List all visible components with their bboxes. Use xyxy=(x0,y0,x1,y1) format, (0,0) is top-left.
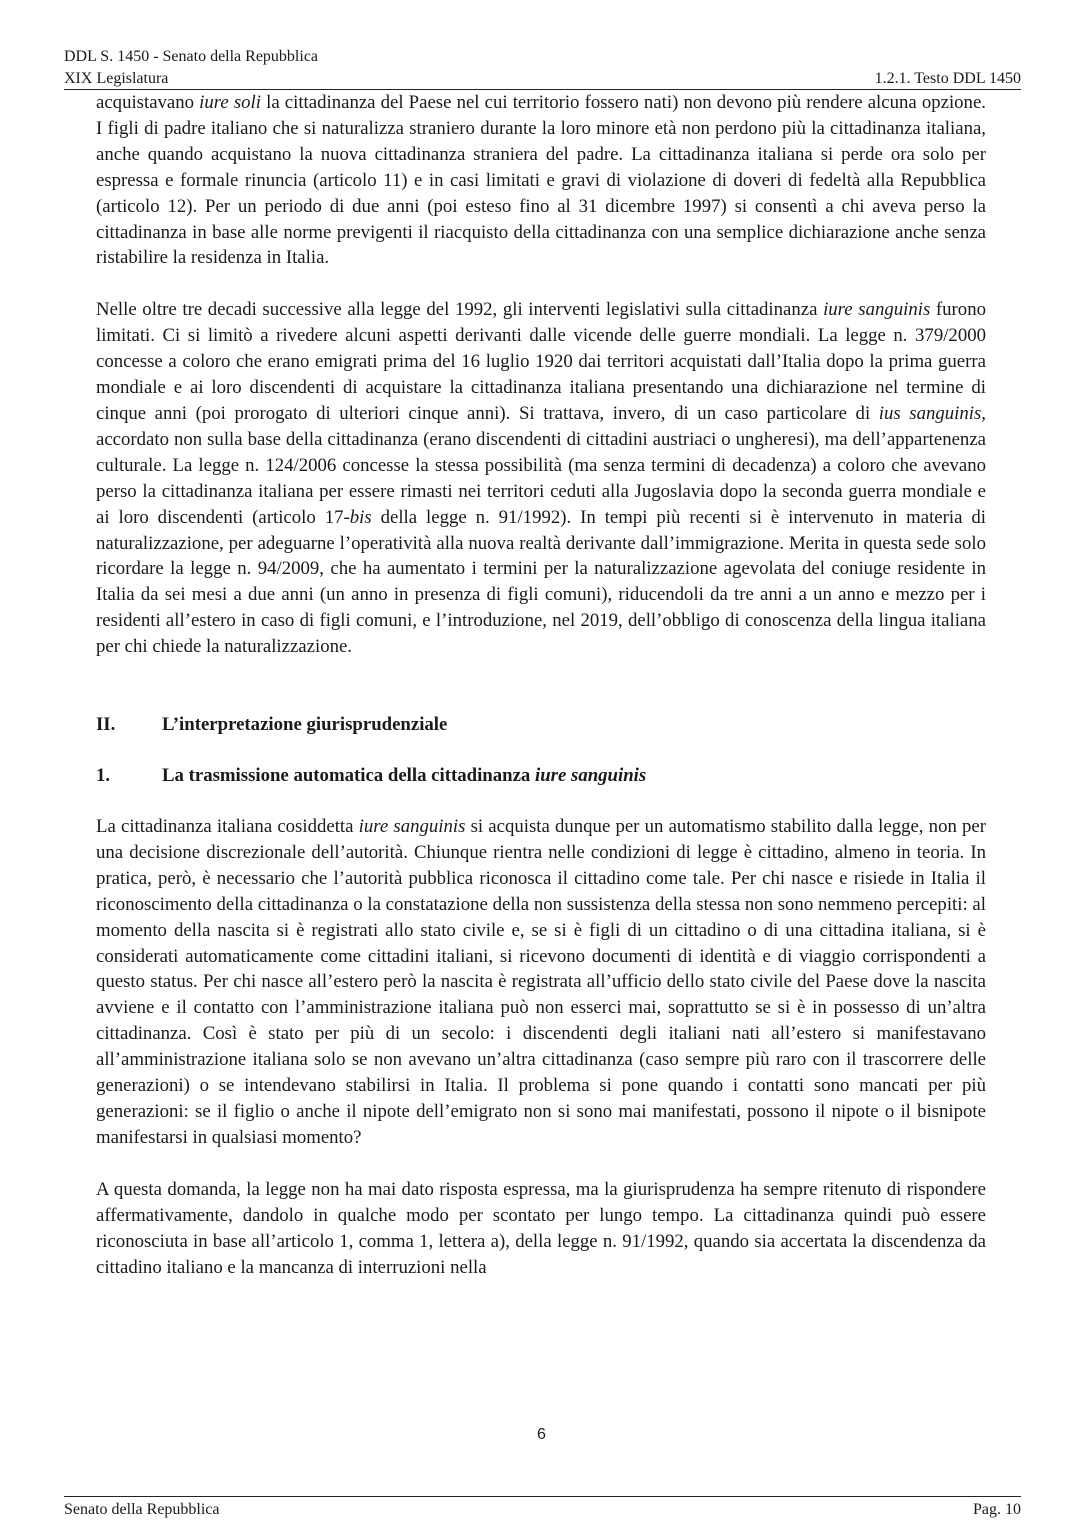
header-line1: DDL S. 1450 - Senato della Repubblica xyxy=(64,48,319,65)
paragraph-2: Nelle oltre tre decadi successive alla legge del 1992, gli interventi legislativi sulla cittadinanza iure sanguinis furono limitati. Ci si limitò a rivedere alcuni aspetti derivanti dalle vicende delle guerre mondiali. La legge n. 379/2000 concesse a coloro che erano emigrati prima del 16 luglio 1920 dai territori acquistati dall’Italia dopo la prima guerra mondiale e ai loro discendenti di acquistare la cittadinanza italiana presentando una dichiarazione nel termine di cinque anni (poi prorogato di ulteriori cinque anni). Si trattava, invero, di un caso particolare di ius sanguinis, accordato non sulla base della cittadinanza (erano discendenti di cittadini austriaci o ungheresi), ma dell’appartenenza culturale. La legge n. 124/2006 concesse la stessa possibilità (ma senza termini di decadenza) a coloro che avevano perso la cittadinanza italiana per essere rimasti nei territori ceduti alla Jugoslavia dopo la seconda guerra mondiale e ai loro discendenti (articolo 17-bis della legge n. 91/1992). In tempi più recenti si è intervenuto in materia di naturalizzazione, per adeguarne l’operatività alla nuova realtà derivante dall’immigrazione. Merita in questa sede solo ricordare la legge n. 94/2009, che ha aumentato i termini per la naturalizzazione agevolata del coniuge residente in Italia da sei mesi a due anni (un anno in presenza di figli comuni), riducendoli da tre anni a un anno e mezzo per i residenti all’estero in caso di figli comuni, e l’introduzione, nel 2019, dell’obbligo di conoscenza della lingua italiana per chi chiede la naturalizzazione. xyxy=(96,299,986,658)
section-label: 1.2.1. Testo DDL 1450 xyxy=(874,70,1021,87)
footer-page: Pag. 10 xyxy=(973,1501,1021,1518)
section-title: L’interpretazione giurisprudenziale xyxy=(162,714,448,736)
subsection-heading-1 xyxy=(96,763,986,789)
section-number: II. xyxy=(96,714,116,736)
italic-term: iure sanguinis xyxy=(823,299,931,321)
legislature-label: XIX Legislatura xyxy=(64,70,169,87)
italic-term: ius sanguinis xyxy=(878,402,982,424)
paragraph-4: A questa domanda, la legge non ha mai dato risposta espressa, ma la giurisprudenza ha sempre ritenuto di rispondere affermativamente, dandolo in qualche modo per scontato per lungo tempo. La cittadinanza quindi può essere riconosciuta in base all’articolo 1, comma 1, lettera a), della legge n. 91/1992, quando sia accertata la discendenza da cittadino italiano e la mancanza di interruzioni nella xyxy=(96,1178,986,1278)
header-line2 xyxy=(64,70,1021,90)
page-number: 6 xyxy=(537,1426,546,1443)
paragraph-1: acquistavano iure soli la cittadinanza del Paese nel cui territorio fossero nati) non devono più rendere alcuna opzione. I figli di padre italiano che si naturalizza straniero durante la loro minore età non perdono più la cittadinanza italiana, anche quando acquistano la nuova cittadinanza straniera del padre. La cittadinanza italiana si perde ora solo per espressa e formale rinuncia (articolo 11) e in casi limitati e gravi di violazione di doveri di fedeltà alla Repubblica (articolo 12). Per un periodo di due anni (poi esteso fino al 31 dicembre 1997) si consentì a chi aveva perso la cittadinanza in base alle norme previgenti il riacquisto della cittadinanza con una semplice dichiarazione anche senza ristabilire la residenza in Italia. xyxy=(96,92,986,269)
italic-term: iure soli xyxy=(199,92,261,113)
page-content xyxy=(96,90,986,1280)
italic-term: iure sanguinis xyxy=(358,816,466,838)
section-heading-ii xyxy=(96,712,986,738)
subsection-title: La trasmissione automatica della cittadinanza iure sanguinis xyxy=(162,765,647,787)
footer xyxy=(64,1496,1021,1519)
subsection-number: 1. xyxy=(96,765,111,787)
italic-term: bis xyxy=(349,506,372,528)
footer-left: Senato della Repubblica xyxy=(64,1501,220,1518)
italic-term: iure sanguinis xyxy=(535,765,647,787)
paragraph-3: La cittadinanza italiana cosiddetta iure sanguinis si acquista dunque per un automatismo stabilito dalla legge, non per una decisione discrezionale dell’autorità. Chiunque rientra nelle condizioni di legge è cittadino, almeno in teoria. In pratica, però, è necessario che l’autorità pubblica riconosca il cittadino come tale. Per chi nasce e risiede in Italia il riconoscimento della cittadinanza o la constatazione della non sussistenza della stessa non sono nemmeno percepiti: al momento della nascita si è registrati allo stato civile e, se si è figli di un cittadino o di una cittadina italiana, si è considerati automaticamente come cittadini italiani, si ricevono documenti di identità e di viaggio corrispondenti a questo status. Per chi nasce all’estero però la nascita è registrata all’ufficio dello stato civile del Paese dove la nascita avviene e il contatto con l’amministrazione italiana può non esserci mai, soprattutto se si è in possesso di un’altra cittadinanza. Così è stato per più di un secolo: i discendenti degli italiani nati all’estero si manifestavano all’amministrazione italiana solo se non avevano un’altra cittadinanza (caso sempre più raro con il trascorrere delle generazioni) o se intendevano stabilirsi in Italia. Il problema si pone quando i contatti sono mancati per più generazioni: se il figlio o anche il nipote dell’emigrato non si sono mai manifestati, possono il nipote o il bisnipote manifestarsi in qualsiasi momento? xyxy=(96,816,987,1148)
